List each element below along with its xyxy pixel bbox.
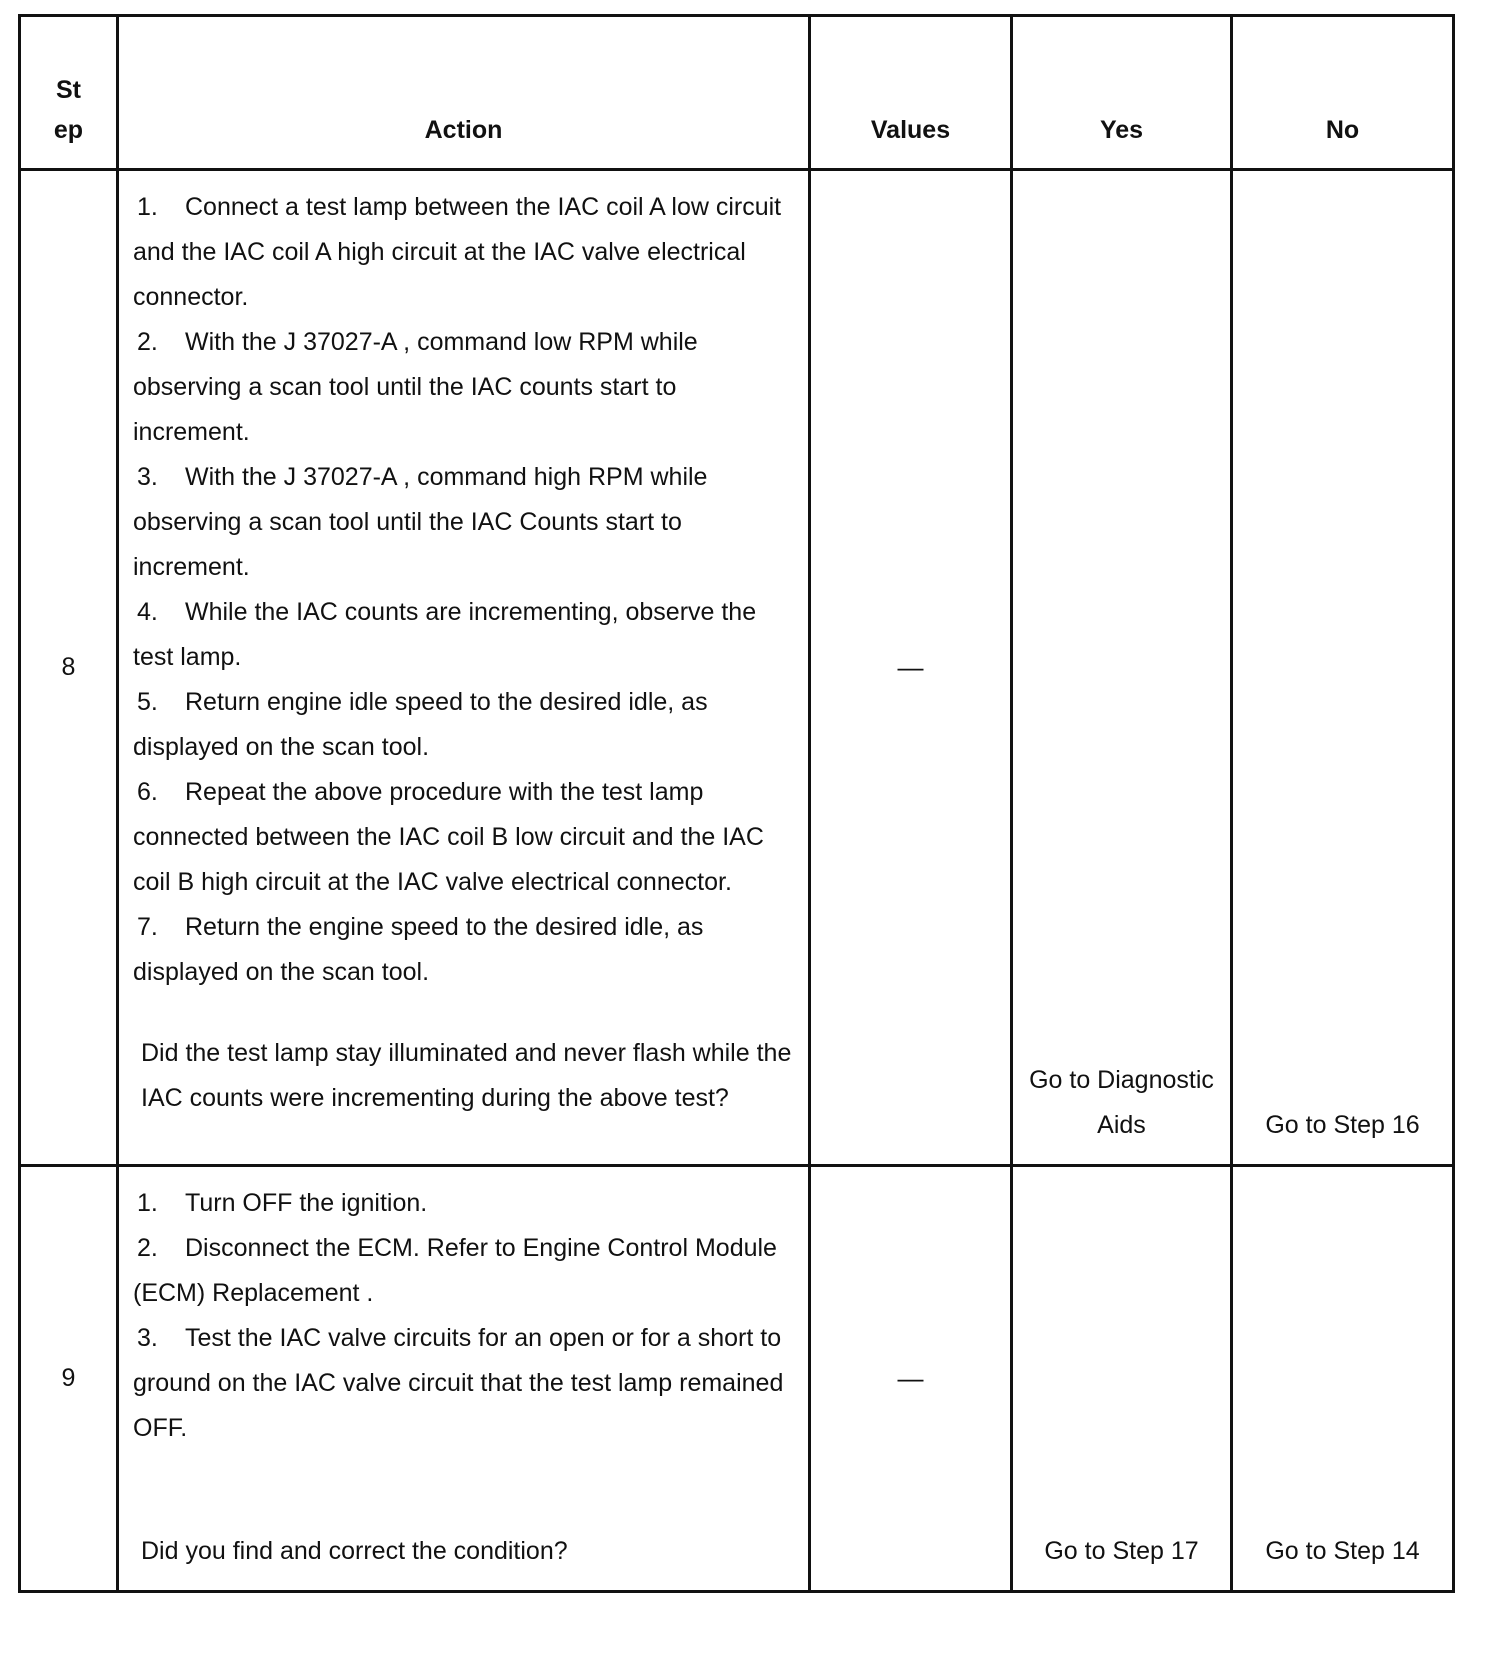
action-cell [118, 1166, 810, 1592]
header-row [20, 16, 1454, 170]
action-question: Did the test lamp stay illuminated and never flash while the IAC counts were incrementing during the above test? [141, 1039, 792, 1112]
values-cell: — [810, 170, 1012, 1166]
action-step: 2. Disconnect the ECM. Refer to Engine Control Module (ECM) Replacement . [133, 1234, 777, 1307]
action-question: Did you find and correct the condition? [141, 1537, 568, 1565]
step-number: 9 [20, 1166, 118, 1592]
action-step: 2. With the J 37027-A , command low RPM while observing a scan tool until the IAC counts start to increment. [133, 328, 698, 446]
action-step: 1. Turn OFF the ignition. [137, 1189, 428, 1217]
action-cell [118, 170, 810, 1166]
action-step: 6. Repeat the above procedure with the test lamp connected between the IAC coil B low circuit and the IAC coil B high circuit at the IAC valve electrical connector. [133, 778, 764, 896]
action-step: 5. Return engine idle speed to the desired idle, as displayed on the scan tool. [133, 688, 708, 761]
action-step: 7. Return the engine speed to the desired idle, as displayed on the scan tool. [133, 913, 704, 986]
header-yes: Yes [1012, 16, 1232, 170]
action-step: 1. Connect a test lamp between the IAC coil A low circuit and the IAC coil A high circuit at the IAC valve electrical connector. [133, 193, 782, 311]
header-no: No [1232, 16, 1454, 170]
table-row [20, 1166, 1454, 1592]
step-number: 8 [20, 170, 118, 1166]
diagnostic-table [18, 14, 1455, 1593]
yes-cell: Go to Diagnostic Aids [1012, 170, 1232, 1166]
yes-cell: Go to Step 17 [1012, 1166, 1232, 1592]
no-cell: Go to Step 14 [1232, 1166, 1454, 1592]
values-cell: — [810, 1166, 1012, 1592]
action-step: 4. While the IAC counts are incrementing, observe the test lamp. [133, 598, 757, 671]
header-step: St ep [20, 16, 118, 170]
header-action: Action [118, 16, 810, 170]
action-step: 3. Test the IAC valve circuits for an open or for a short to ground on the IAC valve circuit that the test lamp remained OFF. [133, 1324, 784, 1442]
no-cell: Go to Step 16 [1232, 170, 1454, 1166]
action-step: 3. With the J 37027-A , command high RPM while observing a scan tool until the IAC Counts start to increment. [133, 463, 708, 581]
header-values: Values [810, 16, 1012, 170]
table-row [20, 170, 1454, 1166]
